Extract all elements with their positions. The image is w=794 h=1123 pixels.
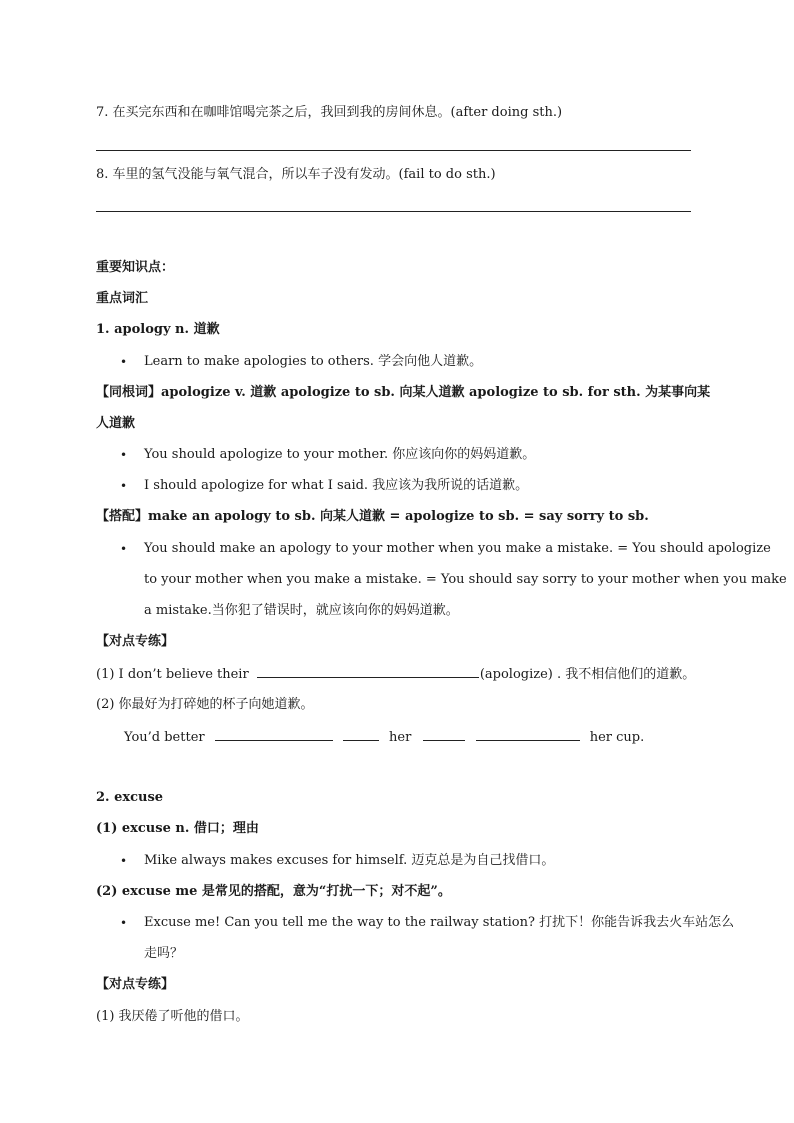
vocab-heading: 重点词汇 [96, 291, 149, 306]
excuse-heading: 2. excuse [96, 790, 164, 805]
apology-example-1: Learn to make apologies to others. 学会向他人道歉。 [144, 354, 483, 369]
bullet-icon: • [120, 355, 128, 369]
drill-2-prefix: You’d better [124, 730, 205, 745]
excuse-example-1: Mike always makes excuses for himself. 迈克总是为自己找借口。 [144, 853, 555, 868]
drill-heading-excuse: 【对点专练】 [96, 977, 175, 992]
excuse-example-2-line-2: 走吗？ [144, 946, 184, 961]
excuse-me-heading: (2) excuse me 是常见的搭配，意为“打扰一下；对不起”。 [96, 884, 451, 899]
drill-1-blank[interactable] [257, 664, 479, 678]
drill-2-blank-3[interactable] [423, 727, 465, 741]
drill-2-blank-4[interactable] [476, 727, 580, 741]
bullet-icon: • [120, 854, 128, 868]
drill-1-excuse: (1) 我厌倦了听他的借口。 [96, 1009, 249, 1024]
apology-example-4-line-1: You should make an apology to your mother when you make a mistake. = You should apologize [144, 541, 771, 556]
bullet-icon: • [120, 916, 128, 930]
bullet-icon: • [120, 479, 128, 493]
apology-example-3: I should apologize for what I said. 我应该为我所说的话道歉。 [144, 478, 529, 493]
collocation-line: 【搭配】make an apology to sb. 向某人道歉 = apologize to sb. = say sorry to sb. [96, 509, 649, 524]
apology-example-2: You should apologize to your mother. 你应该向你的妈妈道歉。 [144, 447, 536, 462]
apology-example-4-line-2: to your mother when you make a mistake. = You should say sorry to your mother when you make [144, 572, 787, 587]
root-word-line-1: 【同根词】apologize v. 道歉 apologize to sb. 向某人道歉 apologize to sb. for sth. 为某事向某 [96, 385, 711, 400]
root-word-line-2: 人道歉 [96, 416, 136, 431]
drill-2-her-1: her [389, 730, 412, 745]
drill-1-apology [96, 664, 695, 684]
excuse-noun-heading: (1) excuse n. 借口；理由 [96, 821, 259, 836]
bullet-icon: • [120, 542, 128, 556]
drill-2-blank-2[interactable] [343, 727, 379, 741]
question-8: 8. 车里的氢气没能与氧气混合，所以车子没有发动。(fail to do sth.) [96, 167, 496, 182]
apology-heading: 1. apology n. 道歉 [96, 322, 220, 337]
drill-2-apology: (2) 你最好为打碎她的杯子向她道歉。 [96, 697, 314, 712]
answer-line-8[interactable] [96, 211, 691, 212]
question-7: 7. 在买完东西和在咖啡馆喝完茶之后，我回到我的房间休息。(after doing sth.) [96, 105, 563, 120]
drill-2-her-2: her cup. [589, 730, 645, 745]
answer-line-7[interactable] [96, 150, 691, 151]
drill-1-prefix: (1) I don’t believe their [96, 667, 249, 682]
drill-heading-apology: 【对点专练】 [96, 634, 175, 649]
excuse-example-2-line-1: Excuse me! Can you tell me the way to the railway station? 打扰下！你能告诉我去火车站怎么 [144, 915, 735, 930]
drill-2-answer-row [124, 727, 644, 747]
drill-2-blank-1[interactable] [215, 727, 333, 741]
bullet-icon: • [120, 448, 128, 462]
key-points-heading: 重要知识点： [96, 260, 175, 275]
apology-example-4-line-3: a mistake.当你犯了错误时，就应该向你的妈妈道歉。 [144, 603, 459, 618]
drill-1-suffix: (apologize) . 我不相信他们的道歉。 [479, 667, 696, 682]
